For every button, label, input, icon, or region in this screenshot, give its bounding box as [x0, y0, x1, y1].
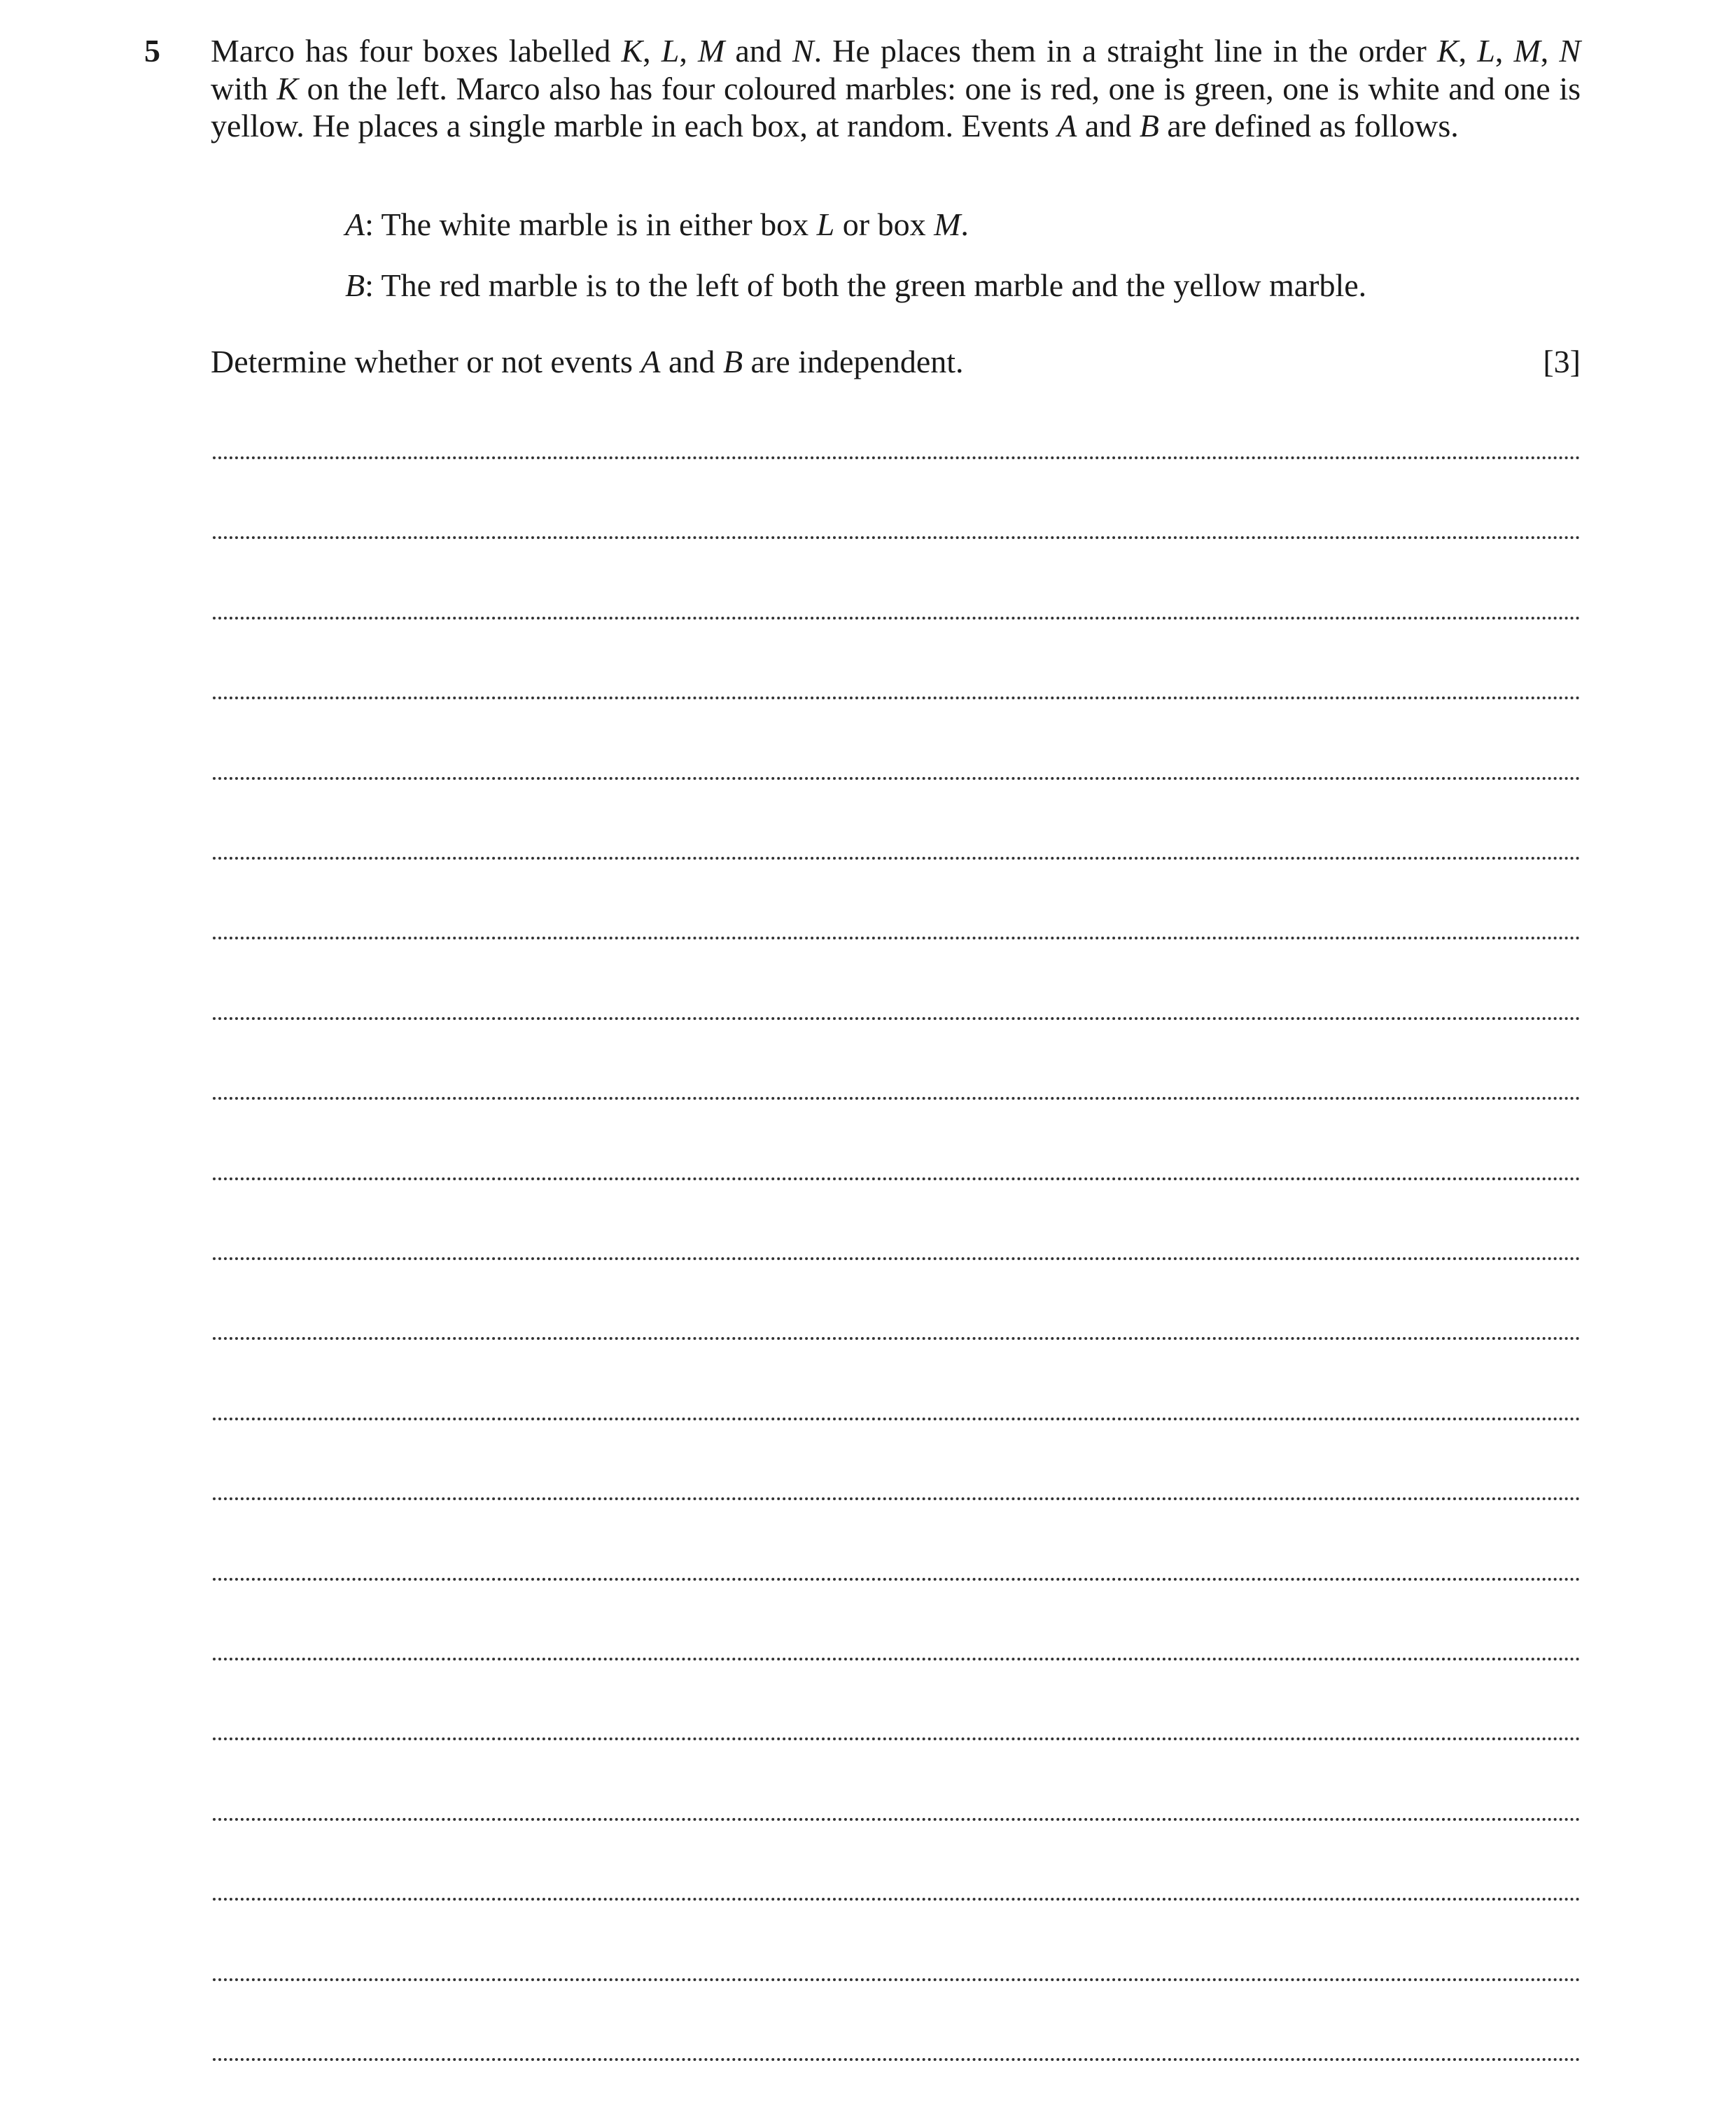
answer-line[interactable]	[213, 1497, 1581, 1500]
box-label-k: K	[1436, 33, 1459, 69]
box-label-k: K	[276, 70, 299, 106]
stem-text: on the left. Marco also has four coloured marbles: one is red, one is green, one is white and one is yellow. He places a single marble in each box, at random. Events	[211, 70, 1581, 144]
answer-line[interactable]	[213, 1177, 1581, 1180]
answer-line[interactable]	[213, 1097, 1581, 1100]
event-b-definition	[345, 267, 1366, 305]
box-label-l: L	[816, 207, 835, 242]
answer-line[interactable]	[213, 2058, 1581, 2061]
task-text: are independent.	[743, 344, 964, 379]
answer-line[interactable]	[213, 1418, 1581, 1420]
task-text: and	[660, 344, 723, 379]
event-a-text: : The white marble is in either box	[365, 207, 817, 242]
answer-line[interactable]	[213, 777, 1581, 780]
box-label-m: M	[934, 207, 961, 242]
box-label-m: M	[1513, 33, 1541, 69]
stem-text: ,	[679, 33, 698, 69]
answer-line[interactable]	[213, 1017, 1581, 1020]
task-text: Determine whether or not events	[211, 344, 641, 379]
event-a-text: or box	[834, 207, 934, 242]
question-number: 5	[144, 33, 160, 69]
stem-text: are defined as follows.	[1158, 108, 1459, 144]
answer-line[interactable]	[213, 1737, 1581, 1740]
stem-text: ,	[643, 33, 662, 69]
stem-text: and	[1077, 108, 1140, 144]
box-label-n: N	[792, 33, 814, 69]
stem-text: ,	[1494, 33, 1514, 69]
event-b-letter: B	[345, 267, 365, 303]
answer-line[interactable]	[213, 1978, 1581, 1981]
answer-line[interactable]	[213, 937, 1581, 939]
stem-text: ,	[1540, 33, 1560, 69]
answer-line[interactable]	[213, 1898, 1581, 1901]
answer-line[interactable]	[213, 857, 1581, 860]
stem-text: and	[724, 33, 792, 69]
answer-line[interactable]	[213, 697, 1581, 699]
question-task	[211, 343, 964, 381]
box-label-k: K	[621, 33, 643, 69]
stem-text: Marco has four boxes labelled	[211, 33, 622, 69]
answer-line[interactable]	[213, 456, 1581, 459]
event-b-text: : The red marble is to the left of both the green marble and the yellow marble.	[365, 267, 1367, 303]
answer-line[interactable]	[213, 617, 1581, 620]
box-label-l: L	[1477, 33, 1495, 69]
answer-line[interactable]	[213, 1658, 1581, 1660]
stem-text: . He places them in a straight line in the order	[813, 33, 1437, 69]
stem-text: ,	[1458, 33, 1478, 69]
event-label-a: A	[1057, 108, 1077, 144]
box-label-l: L	[661, 33, 680, 69]
event-label-b: B	[722, 344, 743, 379]
event-label-a: A	[640, 344, 661, 379]
event-a-definition	[345, 206, 969, 244]
answer-line[interactable]	[213, 1337, 1581, 1340]
box-label-m: M	[697, 33, 725, 69]
answer-line[interactable]	[213, 1578, 1581, 1581]
answer-line[interactable]	[213, 1257, 1581, 1260]
stem-text: with	[211, 70, 277, 106]
marks-allocation: [3]	[1543, 344, 1581, 379]
box-label-n: N	[1559, 33, 1581, 69]
question-stem	[211, 32, 1581, 145]
answer-line[interactable]	[213, 1818, 1581, 1821]
event-a-letter: A	[345, 207, 365, 242]
event-label-b: B	[1139, 108, 1159, 144]
event-a-text: .	[960, 207, 969, 242]
answer-line[interactable]	[213, 536, 1581, 539]
